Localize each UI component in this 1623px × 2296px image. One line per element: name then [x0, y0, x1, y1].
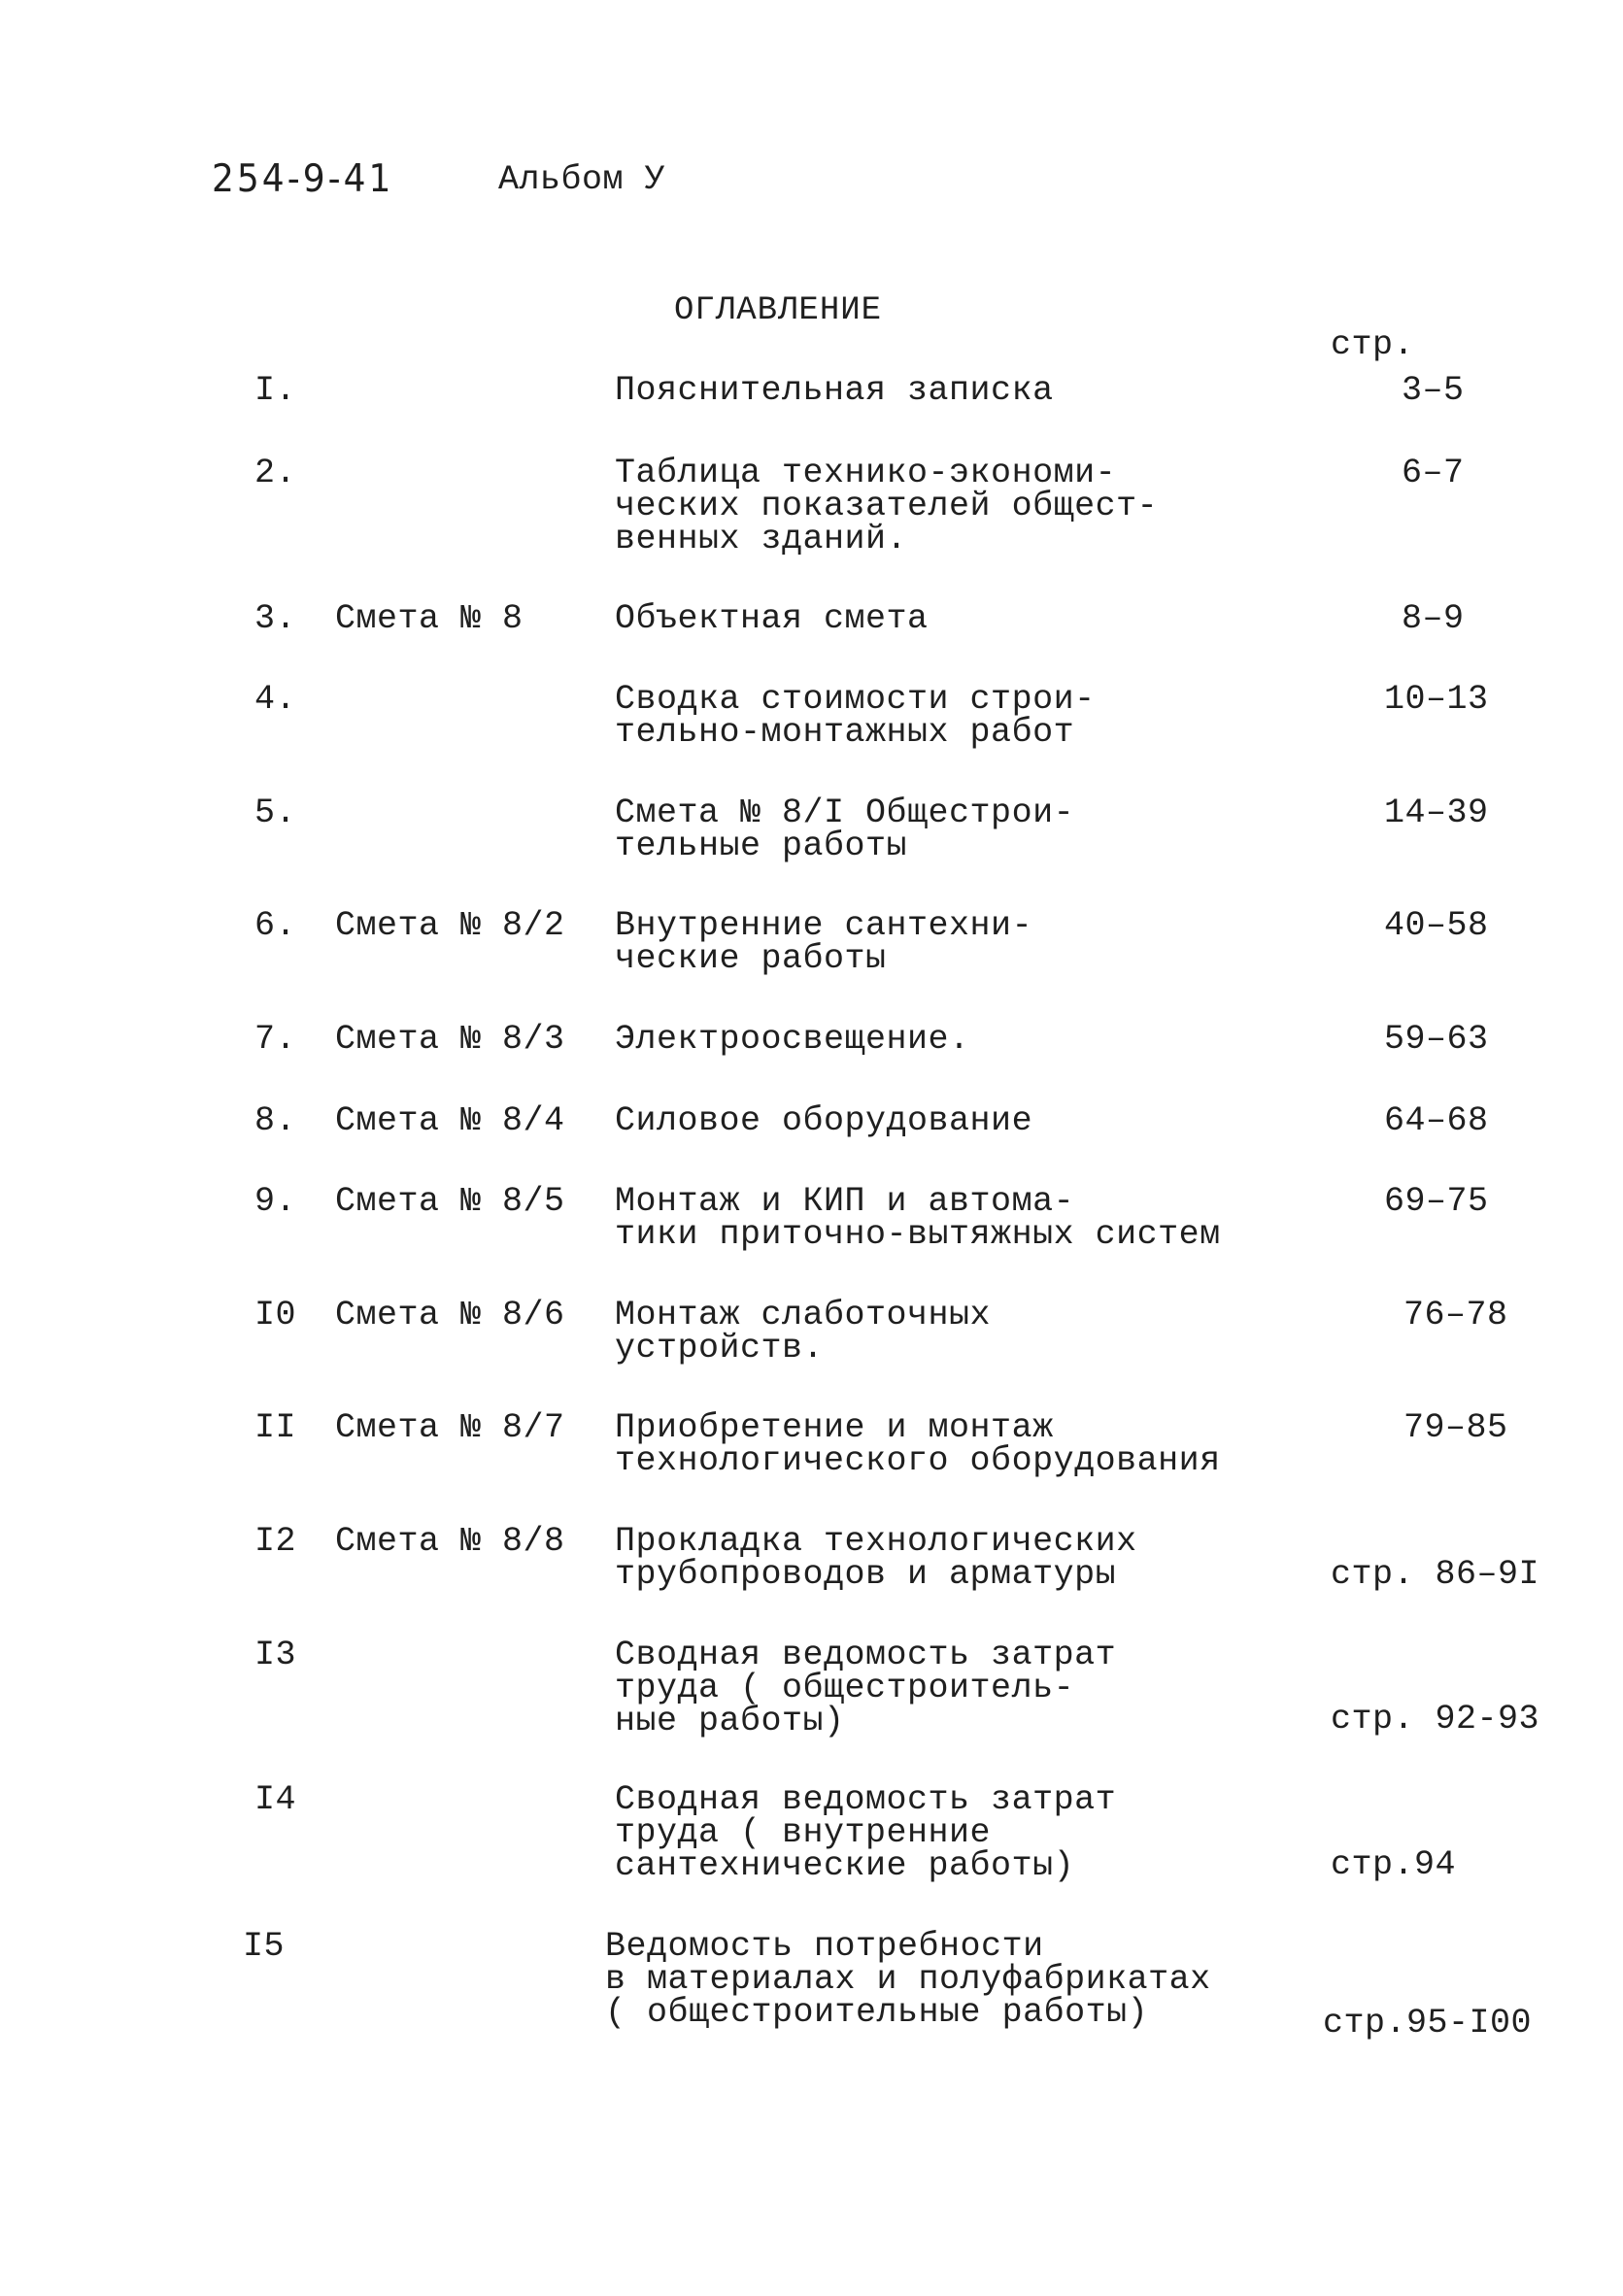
entry-description: Объектная смета — [615, 599, 929, 638]
entry-page-range: стр.95-I00 — [1323, 2004, 1533, 2043]
entry-number: 2. — [254, 454, 297, 492]
entry-number: I3 — [254, 1636, 297, 1674]
entry-number: I5 — [243, 1927, 286, 1966]
estimate-code: Смета № 8/4 — [335, 1101, 565, 1140]
entry-description: Приобретение и монтаж технологического оборудования — [615, 1408, 1221, 1480]
entry-number: II — [254, 1408, 297, 1447]
entry-description: Электроосвещение. — [615, 1020, 970, 1059]
entry-page-range: 10–13 — [1384, 680, 1489, 719]
entry-description: Ведомость потребности в материалах и полуфабрикатах ( общестроительные работы) — [605, 1927, 1211, 2032]
entry-page-range: стр.94 — [1331, 1845, 1457, 1884]
entry-page-range: 59–63 — [1384, 1020, 1489, 1059]
entry-number: I. — [254, 371, 297, 410]
entry-number: 8. — [254, 1101, 297, 1140]
entry-number: 3. — [254, 599, 297, 638]
entry-number: I0 — [254, 1296, 297, 1334]
entry-description: Сводка стоимости строи- тельно-монтажных работ — [615, 680, 1096, 752]
entry-number: 6. — [254, 906, 297, 945]
estimate-code: Смета № 8 — [335, 599, 524, 638]
entry-description: Монтаж и КИП и автома- тики приточно-вытяжных систем — [615, 1182, 1221, 1254]
entry-number: I2 — [254, 1522, 297, 1561]
entry-description: Сводная ведомость затрат труда ( внутренние сантехнические работы) — [615, 1780, 1117, 1885]
entry-description: Монтаж слаботочных устройств. — [615, 1296, 992, 1367]
entry-page-range: 3–5 — [1402, 371, 1465, 410]
entry-description: Внутренние сантехни- ческие работы — [615, 906, 1033, 978]
entry-number: I4 — [254, 1780, 297, 1819]
handwritten-code: 254-9-41 — [212, 156, 394, 201]
toc-title: ОГЛАВЛЕНИЕ — [674, 292, 883, 329]
estimate-code: Смета № 8/3 — [335, 1020, 565, 1059]
album-label: Альбом У — [498, 160, 666, 199]
entry-page-range: 8–9 — [1402, 599, 1465, 638]
estimate-code: Смета № 8/7 — [335, 1408, 565, 1447]
entry-page-range: 69–75 — [1384, 1182, 1489, 1221]
entry-page-range: 6–7 — [1402, 454, 1465, 492]
entry-page-range: 40–58 — [1384, 906, 1489, 945]
estimate-code: Смета № 8/8 — [335, 1522, 565, 1561]
entry-number: 7. — [254, 1020, 297, 1059]
estimate-code: Смета № 8/6 — [335, 1296, 565, 1334]
entry-description: Силовое оборудование — [615, 1101, 1033, 1140]
entry-description: Сводная ведомость затрат труда ( общестроитель- ные работы) — [615, 1636, 1117, 1740]
estimate-code: Смета № 8/5 — [335, 1182, 565, 1221]
entry-number: 9. — [254, 1182, 297, 1221]
entry-page-range: 79–85 — [1403, 1408, 1508, 1447]
estimate-code: Смета № 8/2 — [335, 906, 565, 945]
entry-number: 5. — [254, 793, 297, 832]
page-column-label: стр. — [1331, 325, 1415, 364]
entry-page-range: 64–68 — [1384, 1101, 1489, 1140]
entry-description: Таблица технико-экономи- ческих показателей общест- венных зданий. — [615, 454, 1159, 558]
entry-description: Прокладка технологических трубопроводов и арматуры — [615, 1522, 1137, 1594]
entry-page-range: 76–78 — [1403, 1296, 1508, 1334]
entry-page-range: стр. 92-93 — [1331, 1700, 1540, 1739]
entry-page-range: стр. 86–9I — [1331, 1555, 1540, 1594]
entry-page-range: 14–39 — [1384, 793, 1489, 832]
entry-description: Пояснительная записка — [615, 371, 1054, 410]
entry-description: Смета № 8/I Общестрои- тельные работы — [615, 793, 1075, 865]
entry-number: 4. — [254, 680, 297, 719]
